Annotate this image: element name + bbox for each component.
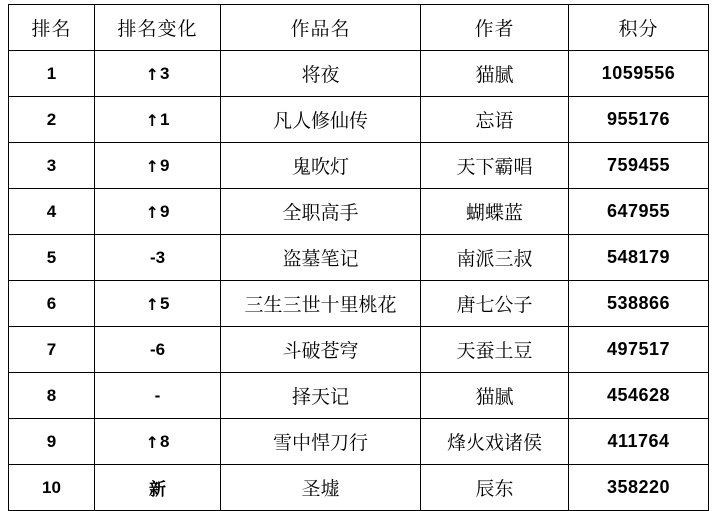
cell-author: 烽火戏诸侯 (421, 419, 569, 465)
cell-score: 538866 (569, 281, 709, 327)
arrow-up-icon: ↑ (145, 202, 159, 222)
cell-rank-change (95, 143, 221, 189)
cell-score: 647955 (569, 189, 709, 235)
cell-work-title: 鬼吹灯 (221, 143, 421, 189)
cell-rank-change (95, 419, 221, 465)
arrow-up-icon: ↑ (145, 64, 159, 84)
rank-change-value: 9 (159, 201, 170, 221)
table-row (9, 235, 709, 281)
cell-rank: 6 (9, 281, 95, 327)
rank-change-value: 9 (159, 155, 170, 175)
table-row (9, 189, 709, 235)
cell-score: 411764 (569, 419, 709, 465)
table-row (9, 143, 709, 189)
cell-author: 南派三叔 (421, 235, 569, 281)
cell-score: 454628 (569, 373, 709, 419)
cell-author: 蝴蝶蓝 (421, 189, 569, 235)
cell-rank-change (95, 281, 221, 327)
column-header-rank: 排名 (9, 5, 95, 51)
cell-rank-change (95, 51, 221, 97)
cell-rank: 10 (9, 465, 95, 511)
cell-author: 唐七公子 (421, 281, 569, 327)
cell-author: 猫腻 (421, 373, 569, 419)
cell-score: 955176 (569, 97, 709, 143)
cell-rank-change (95, 189, 221, 235)
cell-author: 辰东 (421, 465, 569, 511)
column-header-score: 积分 (569, 5, 709, 51)
rank-change-value: -3 (149, 247, 166, 267)
cell-work-title: 全职高手 (221, 189, 421, 235)
table-row (9, 327, 709, 373)
rank-change-value: - (154, 385, 161, 405)
cell-rank-change (95, 327, 221, 373)
table-row (9, 97, 709, 143)
arrow-up-icon: ↑ (145, 156, 159, 176)
column-header-title: 作品名 (221, 5, 421, 51)
cell-author: 忘语 (421, 97, 569, 143)
cell-score: 759455 (569, 143, 709, 189)
cell-rank-change (95, 465, 221, 511)
table-header-row (9, 5, 709, 51)
arrow-up-icon: ↑ (145, 110, 159, 130)
cell-work-title: 圣墟 (221, 465, 421, 511)
cell-rank: 8 (9, 373, 95, 419)
cell-score: 358220 (569, 465, 709, 511)
cell-rank: 7 (9, 327, 95, 373)
column-header-author: 作者 (421, 5, 569, 51)
cell-score: 1059556 (569, 51, 709, 97)
table-row (9, 373, 709, 419)
cell-rank-change (95, 235, 221, 281)
cell-rank: 1 (9, 51, 95, 97)
cell-work-title: 将夜 (221, 51, 421, 97)
cell-rank: 2 (9, 97, 95, 143)
cell-author: 天蚕土豆 (421, 327, 569, 373)
cell-work-title: 凡人修仙传 (221, 97, 421, 143)
table-row (9, 51, 709, 97)
cell-author: 猫腻 (421, 51, 569, 97)
cell-work-title: 斗破苍穹 (221, 327, 421, 373)
cell-author: 天下霸唱 (421, 143, 569, 189)
cell-score: 548179 (569, 235, 709, 281)
cell-work-title: 择天记 (221, 373, 421, 419)
table-header (9, 5, 709, 51)
rank-change-value: 8 (159, 431, 170, 451)
rank-change-value: 1 (159, 109, 170, 129)
cell-rank-change (95, 97, 221, 143)
arrow-up-icon: ↑ (145, 294, 159, 314)
rank-change-value: 3 (159, 63, 170, 83)
cell-rank: 5 (9, 235, 95, 281)
rank-change-value: 5 (159, 293, 170, 313)
arrow-up-icon: ↑ (145, 432, 159, 452)
rank-change-value: -6 (149, 339, 166, 359)
cell-work-title: 雪中悍刀行 (221, 419, 421, 465)
cell-rank: 9 (9, 419, 95, 465)
table-body (9, 51, 709, 511)
cell-rank: 3 (9, 143, 95, 189)
cell-work-title: 盗墓笔记 (221, 235, 421, 281)
cell-rank: 4 (9, 189, 95, 235)
cell-rank-change (95, 373, 221, 419)
column-header-change: 排名变化 (95, 5, 221, 51)
table-row (9, 281, 709, 327)
rank-change-value: 新 (149, 480, 166, 499)
cell-score: 497517 (569, 327, 709, 373)
ranking-table (8, 4, 709, 511)
table-row (9, 465, 709, 511)
cell-work-title: 三生三世十里桃花 (221, 281, 421, 327)
table-row (9, 419, 709, 465)
